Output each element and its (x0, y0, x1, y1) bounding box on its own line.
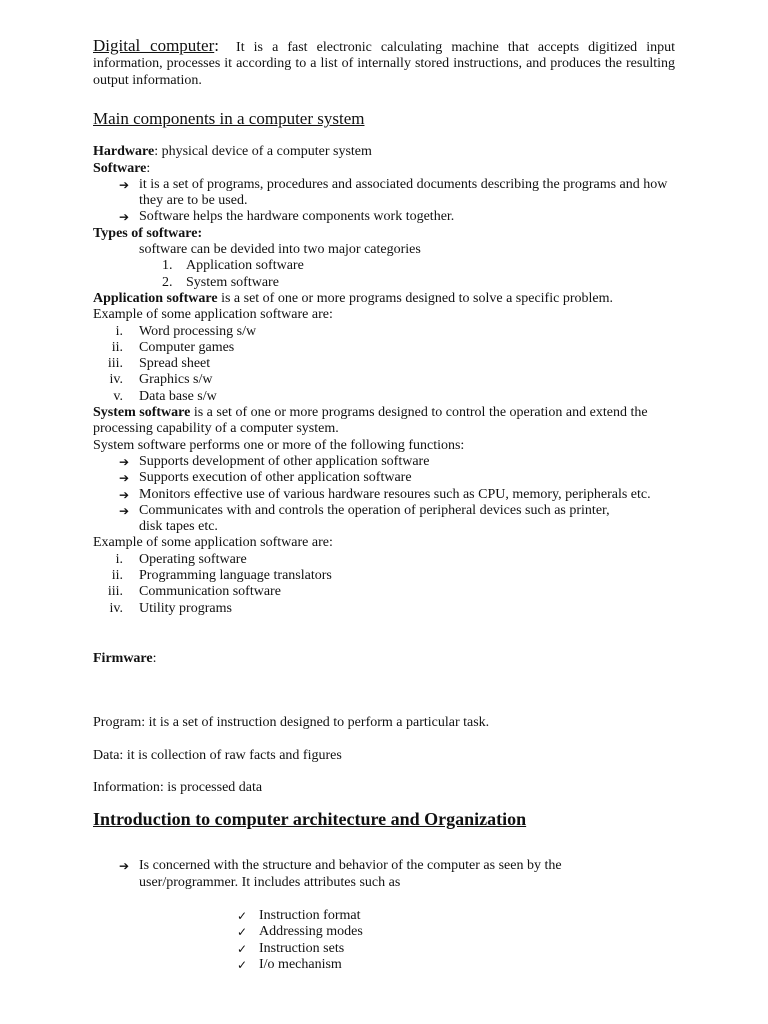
list-item (93, 957, 675, 973)
list-label: System software (186, 274, 279, 290)
system-function-text: Supports development of other application software (139, 453, 430, 469)
check-icon: ✓ (237, 925, 248, 940)
software-point-2 (93, 209, 675, 225)
application-term: Application software (93, 290, 218, 306)
system-example-intro: Example of some application software are: (93, 535, 333, 551)
list-item (93, 258, 675, 274)
list-number: iv. (109, 600, 123, 616)
digital-computer-colon: : (214, 36, 219, 55)
list-item (93, 568, 675, 584)
application-software-line (93, 291, 675, 307)
system-function-item (93, 487, 675, 503)
system-text: is a set of one or more programs designed to control the operation and extend the processing capability of a computer system. (93, 405, 648, 437)
software-colon: : (146, 160, 151, 176)
software-point-text: it is a set of programs, procedures and associated documents describing the programs and how they are to be used. (139, 176, 668, 209)
list-label: Computer games (139, 339, 235, 355)
list-label: Communication software (139, 584, 281, 600)
list-label: I/o mechanism (259, 956, 342, 972)
software-point-1 (93, 177, 675, 210)
list-item (93, 356, 675, 372)
program-definition: Program: it is a set of instruction designed to perform a particular task. (93, 715, 490, 731)
list-item (93, 389, 675, 405)
arrow-icon: ➔ (119, 210, 130, 225)
list-number: iii. (107, 356, 123, 372)
list-label: Addressing modes (259, 924, 363, 940)
system-function-item (93, 470, 675, 486)
arrow-icon: ➔ (119, 471, 130, 486)
list-label: Spread sheet (139, 356, 211, 372)
arrow-icon: ➔ (119, 859, 130, 874)
list-item (93, 908, 675, 924)
architecture-point (93, 858, 675, 891)
firmware-line (93, 651, 675, 667)
components-heading: Main components in a computer system (93, 109, 365, 128)
system-term: System software (93, 405, 191, 421)
arrow-icon: ➔ (119, 503, 130, 518)
document-page (93, 38, 675, 973)
system-functions-intro: System software performs one or more of the following functions: (93, 437, 465, 453)
list-label: Data base s/w (139, 388, 217, 404)
list-item (93, 552, 675, 568)
digital-computer-definition: It is a fast electronic calculating machine that accepts digitized input information, processes it according to a list of internally stored instructions, and produces the resulting output information. (93, 40, 676, 88)
list-number: ii. (111, 568, 123, 584)
list-number: 1. (162, 258, 173, 274)
check-icon: ✓ (237, 941, 248, 956)
software-point-text: Software helps the hardware components work together. (139, 209, 455, 225)
system-function-item (93, 454, 675, 470)
list-label: Utility programs (139, 600, 232, 616)
list-item (93, 324, 675, 340)
list-item (93, 275, 675, 291)
list-label: Word processing s/w (139, 323, 257, 339)
list-label: Application software (186, 258, 304, 274)
list-number: 2. (162, 274, 173, 290)
types-intro: software can be devided into two major categories (139, 242, 421, 258)
system-software-line (93, 405, 675, 438)
application-example-intro: Example of some application software are: (93, 307, 333, 323)
list-item (93, 584, 675, 600)
list-number: ii. (111, 339, 123, 355)
hardware-term: Hardware (93, 144, 155, 160)
system-function-text: Supports execution of other application software (139, 470, 412, 486)
hardware-line (93, 144, 675, 160)
check-icon: ✓ (237, 957, 248, 972)
arrow-icon: ➔ (119, 487, 130, 502)
types-heading: Types of software: (93, 225, 203, 241)
architecture-point-text: Is concerned with the structure and behavior of the computer as seen by the user/programmer. It includes attributes such as (139, 858, 562, 890)
firmware-colon: : (152, 650, 157, 666)
data-definition: Data: it is collection of raw facts and figures (93, 747, 342, 763)
software-term: Software (93, 160, 147, 176)
list-label: Instruction sets (259, 940, 345, 956)
list-number: iv. (109, 372, 123, 388)
system-function-text: Monitors effective use of various hardware resoures such as CPU, memory, peripherals etc. (139, 486, 651, 502)
list-item (93, 924, 675, 940)
list-label: Programming language translators (139, 568, 332, 584)
software-line (93, 161, 675, 177)
application-text: is a set of one or more programs designed to solve a specific problem. (217, 290, 613, 306)
list-item (93, 601, 675, 617)
check-icon: ✓ (237, 908, 248, 923)
intro-heading: Introduction to computer architecture and Organization (93, 809, 527, 830)
system-function-item (93, 503, 675, 536)
information-definition: Information: is processed data (93, 779, 263, 795)
list-item (93, 372, 675, 388)
list-item (93, 340, 675, 356)
list-label: Operating software (139, 551, 247, 567)
hardware-text: : physical device of a computer system (154, 144, 372, 160)
digital-computer-paragraph (93, 38, 675, 98)
arrow-icon: ➔ (119, 454, 130, 469)
digital-computer-term: Digital computer (93, 36, 215, 55)
list-number: v. (113, 388, 123, 404)
list-label: Instruction format (259, 907, 361, 923)
list-label: Graphics s/w (139, 372, 213, 388)
list-number: i. (115, 551, 123, 567)
list-number: i. (115, 323, 123, 339)
list-item (93, 941, 675, 957)
firmware-term: Firmware (93, 650, 153, 666)
attributes-list (93, 908, 675, 973)
system-function-text: Communicates with and controls the operation of peripheral devices such as printer, disk tapes etc. (139, 502, 610, 535)
list-number: iii. (107, 584, 123, 600)
arrow-icon: ➔ (119, 177, 130, 192)
